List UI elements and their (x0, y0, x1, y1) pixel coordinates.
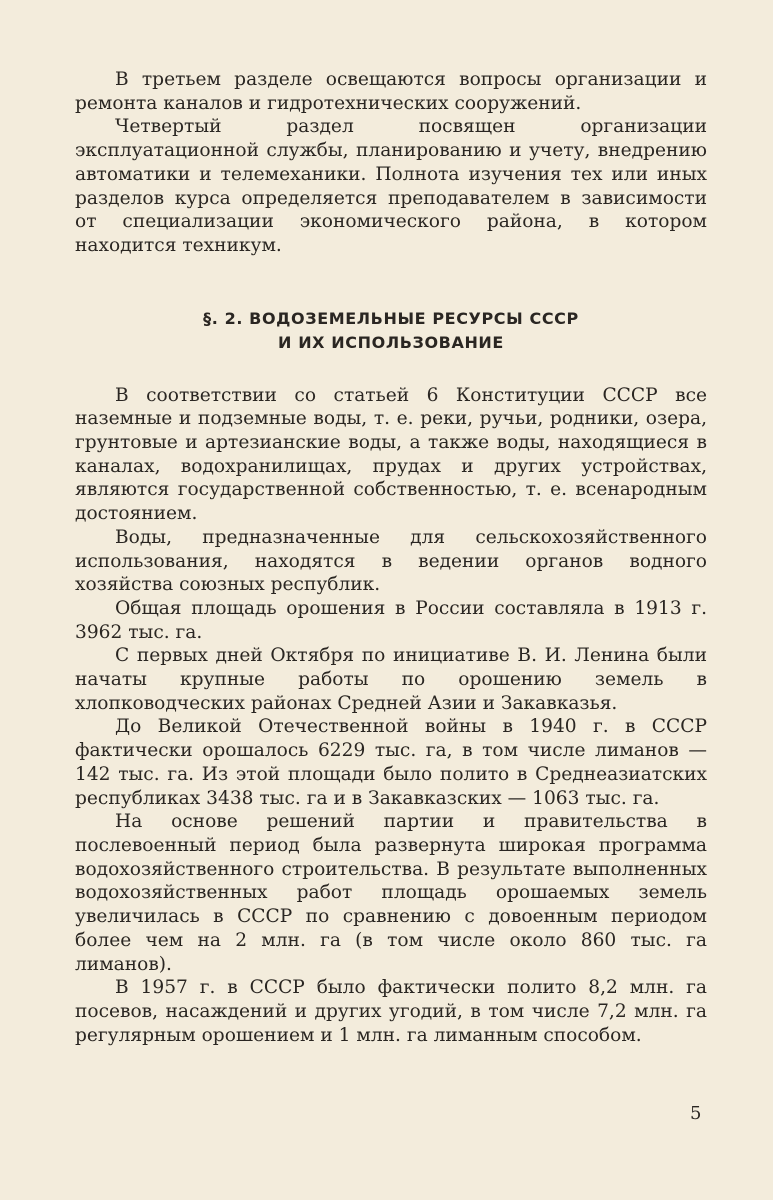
body-paragraph-2: Воды, предназначенные для сельскохозяйственного использования, находятся в ведении органов водного хозяйства союзных республик. (75, 526, 707, 596)
section-heading-line-1: §. 2. ВОДОЗЕМЕЛЬНЫЕ РЕСУРСЫ СССР (203, 308, 579, 328)
body-paragraph-6: На основе решений партии и правительства в послевоенный период была развернута широкая программа водохозяйственного строительства. В результате выполненных водохозяйственных работ площадь орошаемых земель увеличилась в СССР по сравнению с довоенным периодом более чем на 2 млн. га (в том числе около 860 тыс. га лиманов). (75, 811, 707, 975)
page-content (75, 68, 707, 1047)
body-paragraph-5: До Великой Отечественной войны в 1940 г. в СССР фактически орошалось 6229 тыс. га, в том числе лиманов — 142 тыс. га. Из этой площади было полито в Среднеазиатских республиках 3438 тыс. га и в Закавказских — 1063 тыс. га. (75, 716, 707, 809)
body-paragraph-7: В 1957 г. в СССР было фактически полито 8,2 млн. га посевов, насаждений и других угодий, в том числе 7,2 млн. га регулярным орошением и 1 млн. га лиманным способом. (75, 977, 707, 1046)
page-number: 5 (690, 1103, 702, 1124)
body-paragraph-3: Общая площадь орошения в России составляла в 1913 г. 3962 тыс. га. (75, 597, 707, 643)
section-heading (75, 307, 707, 355)
body-paragraph-1: В соответствии со статьей 6 Конституции СССР все наземные и подземные воды, т. е. реки, ручьи, родники, озера, грунтовые и артезианские воды, а также воды, находящиеся в каналах, водохранилищах, прудах и других устройствах, являются государственной собственностью, т. е. всенародным достоянием. (75, 384, 707, 525)
intro-paragraph-2: Четвертый раздел посвящен организации эксплуатационной службы, планированию и учету, внедрению автоматики и телемеханики. Полнота изучения тех или иных разделов курса определяется преподавателем в зависимости от специализации экономического района, в котором находится техникум. (75, 116, 707, 256)
body-paragraph-4: С первых дней Октября по инициативе В. И. Ленина были начаты крупные работы по орошению земель в хлопководческих районах Средней Азии и Закавказья. (75, 645, 707, 714)
section-heading-line-2: И ИХ ИСПОЛЬЗОВАНИЕ (278, 332, 504, 352)
intro-paragraph-1: В третьем разделе освещаются вопросы организации и ремонта каналов и гидротехнических сооружений. (75, 69, 707, 114)
